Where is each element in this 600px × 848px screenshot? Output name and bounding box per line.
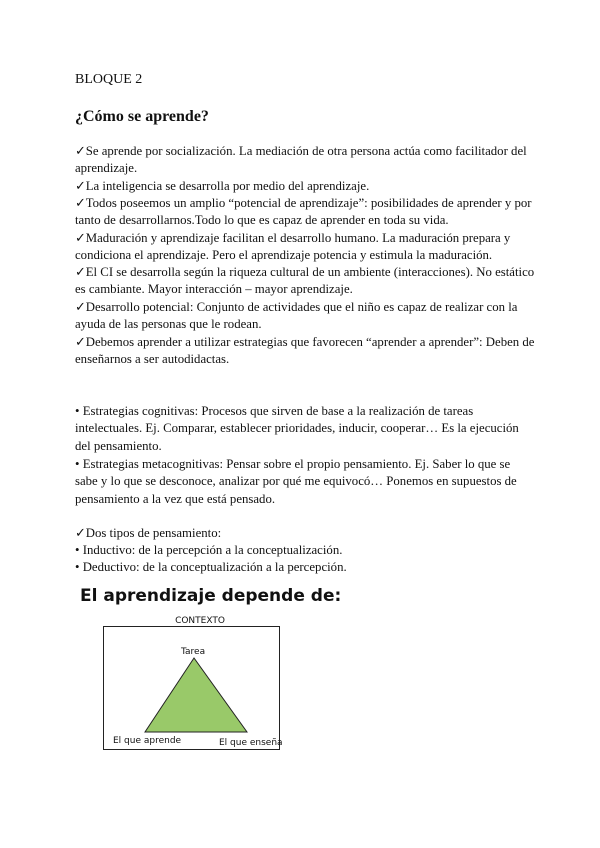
diagram-title: El aprendizaje depende de: (80, 586, 342, 606)
list-item-text: Maduración y aprendizaje facilitan el desarrollo humano. La maduración prepara y condiciona el aprendizaje. Pero el aprendizaje potencia y estimula la maduración. (75, 231, 511, 263)
list-item (75, 525, 535, 542)
list-item-text: Deductivo: de la conceptualización a la percepción. (82, 560, 347, 574)
list-item (75, 403, 535, 455)
checkmark-icon: ✓ (75, 196, 86, 210)
bullet-icon: • (75, 543, 80, 557)
checkmark-icon: ✓ (75, 335, 86, 349)
learning-triangle (145, 658, 247, 732)
list-item-text: Estrategias cognitivas: Procesos que sirven de base a la realización de tareas intelectuales. Ej. Comparar, establecer prioridades, inducir, cooperar… Es la ejecución del pensamiento. (75, 404, 519, 453)
checkmark-icon: ✓ (75, 144, 86, 158)
list-item (75, 542, 535, 559)
list-item (75, 230, 535, 265)
list-item-text: Estrategias metacognitivas: Pensar sobre el propio pensamiento. Ej. Saber lo que se sabe y lo que se desconoce, analizar por qué me equivocó… Ponemos en supuestos de pensamiento a la vez que está pensado. (75, 457, 517, 506)
bullet-icon: • (75, 457, 80, 471)
list-item (75, 456, 535, 508)
checkmark-icon: ✓ (75, 300, 86, 314)
list-item (75, 299, 535, 334)
context-label: CONTEXTO (175, 616, 225, 626)
list-item (75, 178, 535, 195)
checkmark-icon: ✓ (75, 526, 86, 540)
list-item (75, 559, 535, 576)
list-item-text: El CI se desarrolla según la riqueza cultural de un ambiente (interacciones). No estático es cambiante. Mayor interacción – mayor aprendizaje. (75, 265, 535, 297)
list-item-text: Inductivo: de la percepción a la conceptualización. (82, 543, 343, 557)
checkmark-icon: ✓ (75, 265, 86, 279)
list-item-text: Debemos aprender a utilizar estrategias que favorecen “aprender a aprender”: Deben de enseñarnos a ser autodidactas. (75, 335, 535, 367)
task-label: Tarea (181, 647, 206, 657)
list-item (75, 264, 535, 299)
list-item-text: Desarrollo potencial: Conjunto de actividades que el niño es capaz de realizar con la ayuda de las personas que le rodean. (75, 300, 518, 332)
list-item-text: Dos tipos de pensamiento: (85, 526, 222, 540)
list-item-text: Todos poseemos un amplio “potencial de aprendizaje”: posibilidades de aprender y por tanto de desarrollarnos.Todo lo que es capaz de aprender en toda su vida. (75, 196, 532, 228)
checkmark-icon: ✓ (75, 231, 86, 245)
list-item-text: La inteligencia se desarrolla por medio del aprendizaje. (85, 179, 370, 193)
block-label: BLOQUE 2 (75, 72, 143, 87)
list-item (75, 143, 535, 178)
triangle-diagram (103, 626, 280, 750)
teacher-label: El que enseña (219, 738, 283, 748)
list-item (75, 195, 535, 230)
bullet-icon: • (75, 404, 80, 418)
bullet-icon: • (75, 560, 80, 574)
page-title: ¿Cómo se aprende? (75, 108, 209, 125)
learner-label: El que aprende (113, 736, 182, 746)
list-item (75, 334, 535, 369)
list-item-text: Se aprende por socialización. La mediación de otra persona actúa como facilitador del aprendizaje. (75, 144, 527, 176)
checkmark-icon: ✓ (75, 179, 86, 193)
